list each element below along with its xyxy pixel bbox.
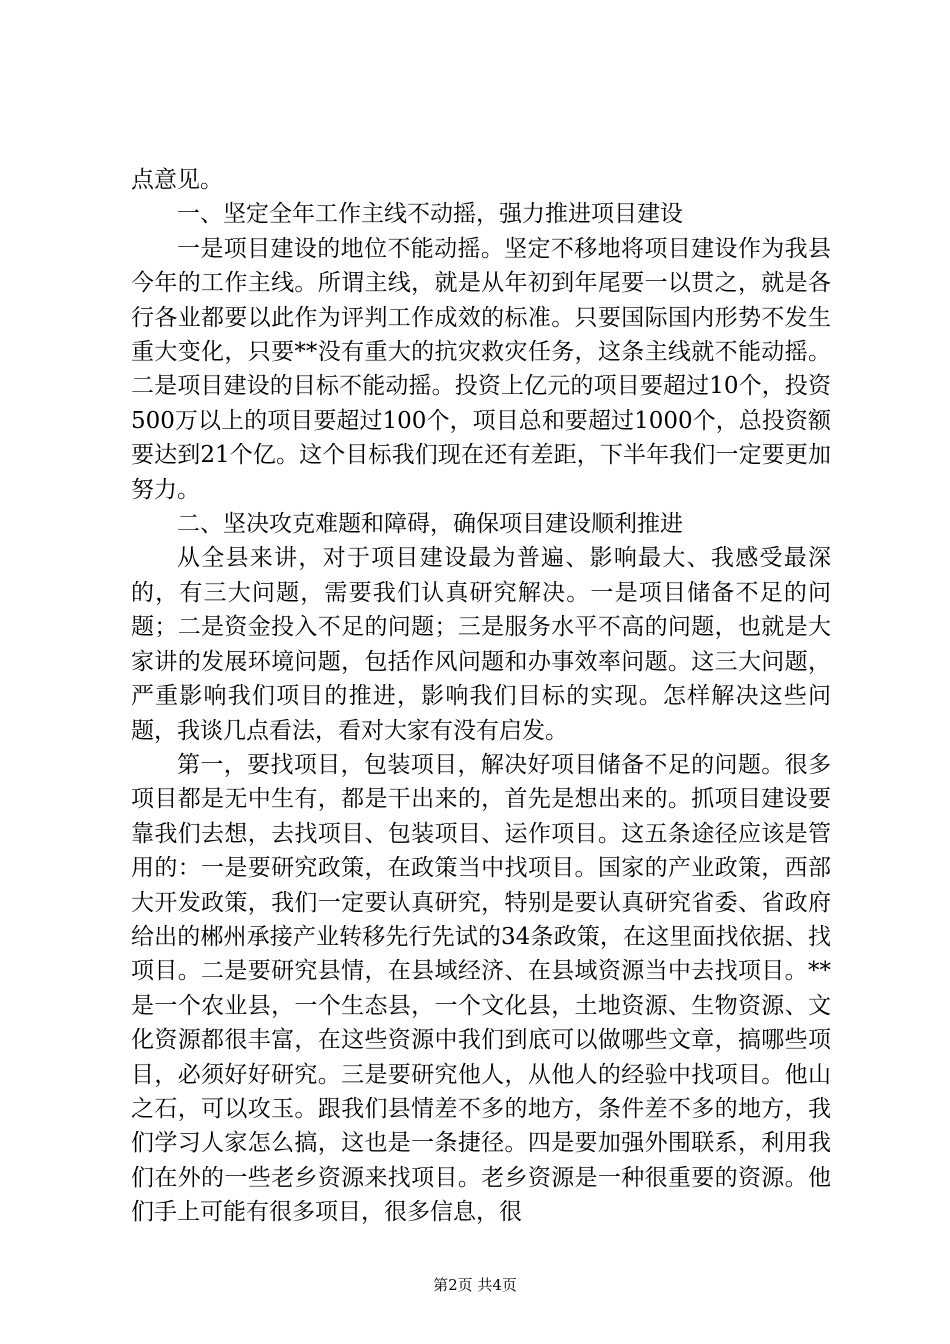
paragraph-2: 一是项目建设的地位不能动摇。坚定不移地将项目建设作为我县今年的工作主线。所谓主线，就是从年初到年尾要一以贯之，就是各行各业都要以此作为评判工作成效的标准。只要国际国内形势不发生重大变化，只要**没有重大的抗灾救灾任务，这条主线就不能动摇。二是项目建设的目标不能动摇。投资上亿元的项目要超过10个，投资500万以上的项目要超过100个，项目总和要超过1000个，总投资额要达到21个亿。这个目标我们现在还有差距，下半年我们一定要更加努力。 (131, 235, 831, 503)
section-heading-2: 二、坚决攻克难题和障碍，确保项目建设顺利推进 (177, 511, 683, 538)
page-number-footer: 第2页 共4页 (433, 1276, 517, 1294)
paragraph-3: 从全县来讲，对于项目建设最为普遍、影响最大、我感受最深的，有三大问题，需要我们认真研究解决。一是项目储备不足的问题；二是资金投入不足的问题；三是服务水平不高的问题，也就是大家讲的发展环境问题，包括作风问题和办事效率问题。这三大问题，严重影响我们项目的推进，影响我们目标的实现。怎样解决这些问题，我谈几点看法，看对大家有没有启发。 (131, 545, 831, 744)
paragraph-4: 第一，要找项目，包装项目，解决好项目储备不足的问题。很多项目都是无中生有，都是干出来的，首先是想出来的。抓项目建设要靠我们去想，去找项目、包装项目、运作项目。这五条途径应该是管用的：一是要研究政策，在政策当中找项目。国家的产业政策，西部大开发政策，我们一定要认真研究，特别是要认真研究省委、省政府给出的郴州承接产业转移先行先试的34条政策，在这里面找依据、找项目。二是要研究县情，在县域经济、在县域资源当中去找项目。**是一个农业县，一个生态县，一个文化县，土地资源、生物资源、文化资源都很丰富，在这些资源中我们到底可以做哪些文章，搞哪些项目，必须好好研究。三是要研究他人，从他人的经验中找项目。他山之石，可以攻玉。跟我们县情差不多的地方，条件差不多的地方，我们学习人家怎么搞，这也是一条捷径。四是要加强外围联系，利用我们在外的一些老乡资源来找项目。老乡资源是一种很重要的资源。他们手上可能有很多项目，很多信息，很 (131, 751, 831, 1226)
paragraph-1: 点意见。 (131, 167, 223, 193)
document-body (131, 163, 831, 1230)
section-heading-1: 一、坚定全年工作主线不动摇，强力推进项目建设 (177, 201, 683, 228)
